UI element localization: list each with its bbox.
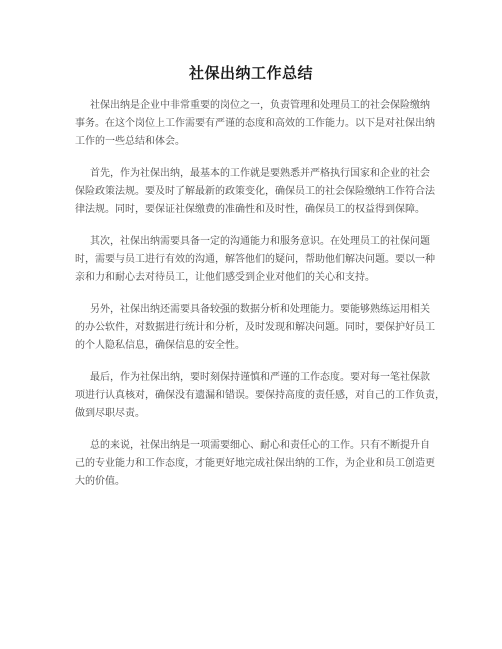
paragraph-line: 己的专业能力和工作态度，才能更好地完成社保出纳的工作，为企业和员工创造更 — [75, 458, 435, 469]
paragraph-line: 做到尽职尽责。 — [75, 408, 145, 419]
paragraph-line: 项进行认真核对，确保没有遗漏和错误。要保持高度的责任感，对自己的工作负责， — [75, 390, 445, 401]
paragraph-line: 亲和力和耐心去对待员工，让他们感受到企业对他们的关心和支持。 — [75, 272, 375, 283]
paragraph-third — [75, 301, 435, 355]
document-title: 社保出纳工作总结 — [188, 64, 313, 82]
paragraph-second — [75, 233, 435, 287]
paragraph-line: 的办公软件，对数据进行统计和分析，及时发现和解决问题。同时，要保护好员工 — [75, 322, 435, 333]
paragraph-line: 社保出纳是企业中非常重要的岗位之一，负责管理和处理员工的社会保险缴纳 — [90, 100, 430, 111]
paragraph-line: 工作的一些总结和体会。 — [75, 136, 185, 147]
paragraph-line: 律法规。同时，要保证社保缴费的准确性和及时性，确保员工的权益得到保障。 — [75, 204, 425, 215]
paragraph-line: 其次，社保出纳需要具备一定的沟通能力和服务意识。在处理员工的社保问题 — [90, 236, 430, 247]
paragraph-conclusion — [75, 437, 435, 491]
paragraph-line: 首先，作为社保出纳，最基本的工作就是要熟悉并严格执行国家和企业的社会 — [90, 168, 430, 179]
paragraph-line: 总的来说，社保出纳是一项需要细心、耐心和责任心的工作。只有不断提升自 — [90, 440, 430, 451]
paragraph-line: 另外，社保出纳还需要具备较强的数据分析和处理能力。要能够熟练运用相关 — [90, 304, 430, 315]
paragraph-line: 最后，作为社保出纳，要时刻保持谨慎和严谨的工作态度。要对每一笔社保款 — [90, 372, 430, 383]
paragraph-fourth — [75, 369, 445, 423]
paragraph-line: 保险政策法规。要及时了解最新的政策变化，确保员工的社会保险缴纳工作符合法 — [75, 186, 435, 197]
paragraph-line: 事务。在这个岗位上工作需要有严谨的态度和高效的工作能力。以下是对社保出纳 — [75, 118, 435, 129]
paragraph-first — [75, 165, 435, 219]
paragraph-intro — [75, 97, 435, 151]
paragraph-line: 大的价值。 — [75, 476, 125, 487]
document-body — [75, 97, 445, 505]
paragraph-line: 时，需要与员工进行有效的沟通，解答他们的疑问，帮助他们解决问题。要以一种 — [75, 254, 435, 265]
paragraph-line: 的个人隐私信息，确保信息的安全性。 — [75, 340, 245, 351]
